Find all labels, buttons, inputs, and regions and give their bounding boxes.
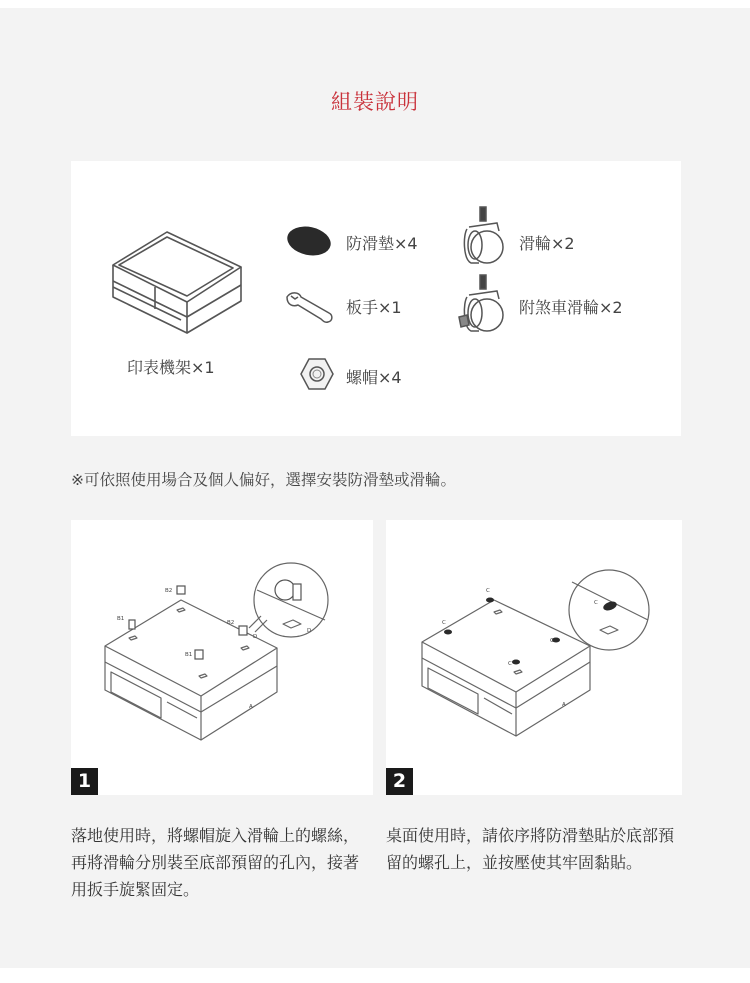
step-1-label-b1: B1 <box>117 616 125 622</box>
part-label-nut: 螺帽×4 <box>346 368 402 387</box>
step-1-label-a: A <box>249 704 253 710</box>
step-1-zoom-label-d: D <box>307 628 312 634</box>
brake-caster-icon <box>457 273 507 339</box>
step-1-label-b2-side: B2 <box>227 620 235 626</box>
part-label-wrench: 板手×1 <box>346 298 402 317</box>
parts-list-panel <box>71 161 681 436</box>
page-title: 組裝說明 <box>331 90 419 114</box>
anti-slip-pad-icon <box>285 223 333 259</box>
step-2-badge: 2 <box>386 768 413 795</box>
step-2-label-c-top: C <box>486 588 490 594</box>
bottom-strip <box>0 968 750 983</box>
step-2-diagram <box>386 520 682 768</box>
caster-icon <box>461 205 507 271</box>
nut-icon <box>299 357 335 391</box>
step-2-panel <box>386 520 682 795</box>
printer-stand-icon <box>109 229 245 339</box>
top-strip <box>0 0 750 8</box>
step-1-diagram <box>71 520 373 768</box>
part-label-anti-slip-pad: 防滑墊×4 <box>346 234 418 253</box>
part-label-brake-caster: 附煞車滑輪×2 <box>519 298 623 317</box>
part-label-printer-stand: 印表機架×1 <box>127 358 215 377</box>
step-2-label-c-front: C <box>508 661 512 667</box>
step-1-label-b1-front: B1 <box>185 652 193 658</box>
step-2-label-a: A <box>562 702 566 708</box>
part-label-caster: 滑輪×2 <box>519 234 575 253</box>
step-2-label-c-left: C <box>442 620 446 626</box>
step-2-zoom-label-c: C <box>594 600 598 606</box>
step-1-label-b2-top: B2 <box>165 588 173 594</box>
step-1-badge: 1 <box>71 768 98 795</box>
step-1-panel <box>71 520 373 795</box>
step-2-text: 桌面使用時，請依序將防滑墊貼於底部預留的螺孔上，並按壓使其牢固黏貼。 <box>386 826 675 872</box>
step-1-label-d: D <box>253 634 258 640</box>
step-2-label-c-right: C <box>550 638 554 644</box>
wrench-icon <box>285 291 335 325</box>
step-1-text: 落地使用時，將螺帽旋入滑輪上的螺絲，再將滑輪分別裝至底部預留的孔內，接著用扳手旋緊固定。 <box>71 826 360 899</box>
usage-note: ※可依照使用場合及個人偏好，選擇安裝防滑墊或滑輪。 <box>71 471 456 489</box>
